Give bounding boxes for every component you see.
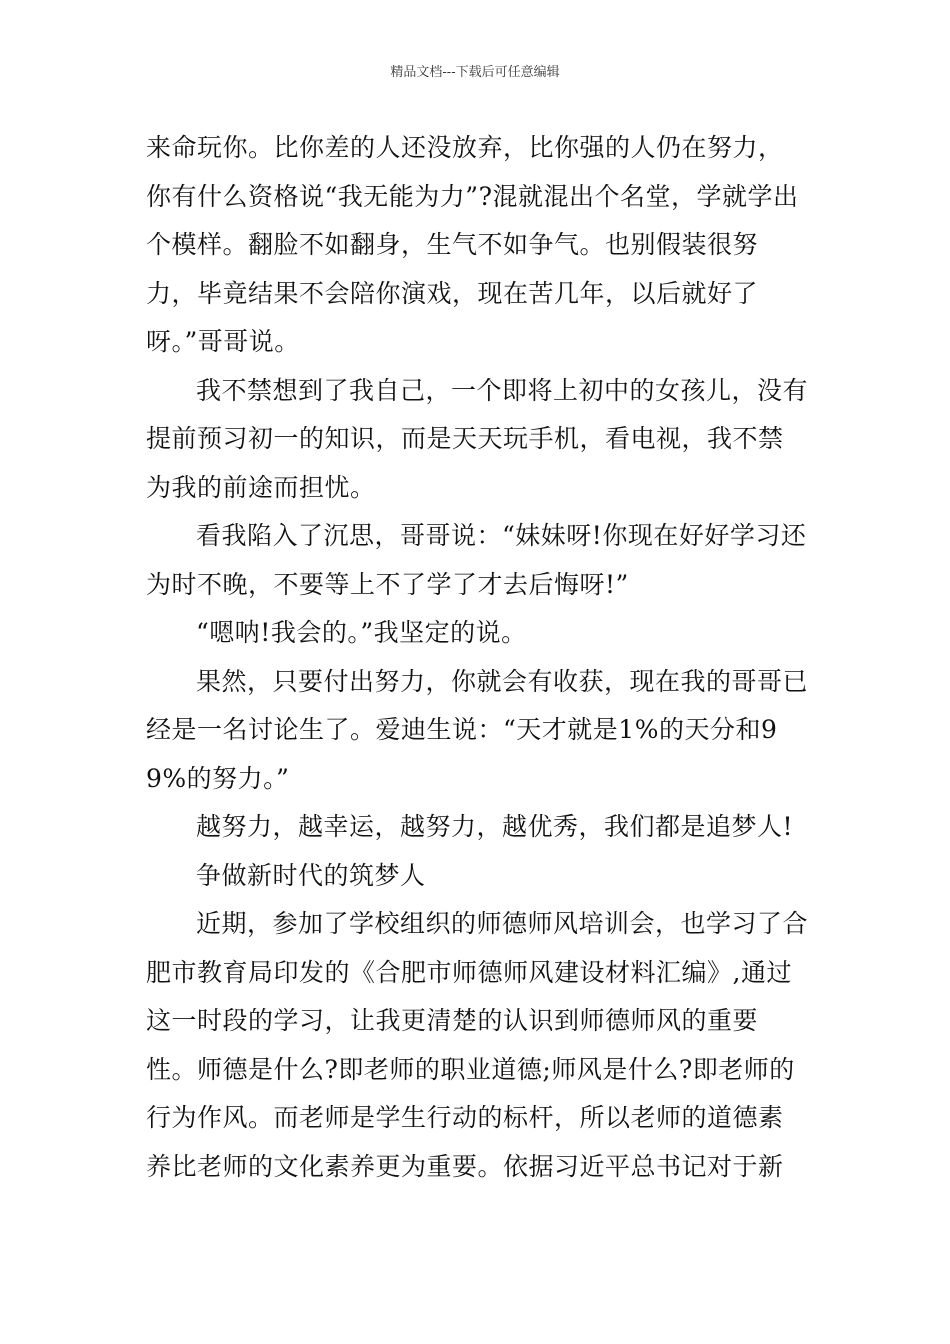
- paragraph-3: 看我陷入了沉思，哥哥说：“妹妹呀!你现在好好学习还为时不晚，不要等上不了学了才去后悔呀!”: [146, 521, 807, 599]
- page-header: 精品文档---下载后可任意编辑: [390, 65, 560, 80]
- paragraph-2: 我不禁想到了我自己，一个即将上初中的女孩儿，没有提前预习初一的知识，而是天天玩手机，看电视，我不禁为我的前途而担忧。: [146, 375, 809, 502]
- section-title: 争做新时代的筑梦人: [196, 860, 426, 890]
- document-body: [146, 124, 808, 1191]
- paragraph-5: 果然，只要付出努力，你就会有收获，现在我的哥哥已经是一名讨论生了。爱迪生说：“天才就是1%的天分和99%的努力。”: [146, 666, 809, 793]
- paragraph-7: 近期，参加了学校组织的师德师风培训会，也学习了合肥市教育局印发的《合肥市师德师风建设材料汇编》,通过这一时段的学习，让我更清楚的认识到师德师风的重要性。师德是什么?即老师的职业道德;师风是什么?即老师的行为作风。而老师是学生行动的标杆，所以老师的道德素养比老师的文化素养更为重要。依据习近平总书记对于新: [146, 909, 809, 1181]
- paragraph-1: 来命玩你。比你差的人还没放弃，比你强的人仍在努力，你有什么资格说“我无能为力”?混就混出个名堂，学就学出个模样。翻脸不如翻身，生气不如争气。也别假装很努力，毕竟结果不会陪你演戏，现在苦几年，以后就好了呀。”哥哥说。: [146, 133, 799, 356]
- paragraph-6: 越努力，越幸运，越努力，越优秀，我们都是追梦人!: [196, 812, 794, 841]
- paragraph-4: “嗯呐!我会的。”我坚定的说。: [196, 618, 527, 647]
